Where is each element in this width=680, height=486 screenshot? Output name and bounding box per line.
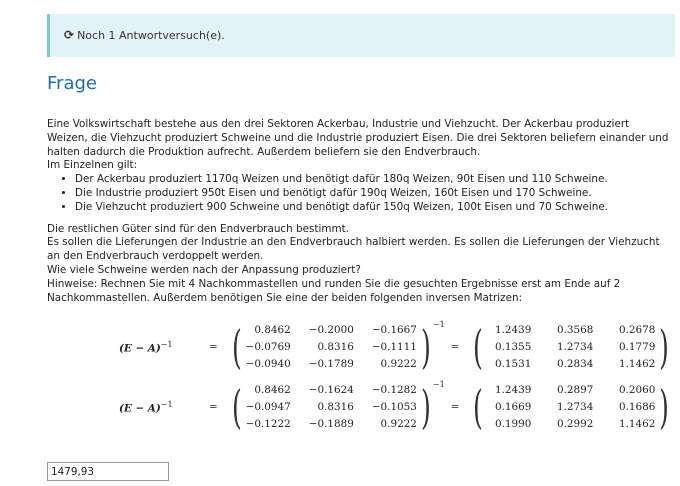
list-item: • Die Industrie produziert 950t Eisen und benötigt dafür 190q Weizen, 160t Eisen und 170 Schweine. bbox=[75, 187, 672, 201]
equation-lhs: $(E - A)^{-1}$ bbox=[119, 399, 173, 415]
matrix-left: 0.8462 −0.2000 −0.1667 −0.0769 0.8316 −0.1111 −0.0940 −0.1789 0.9222 bbox=[245, 324, 417, 370]
attempts-text: Noch 1 Antwortversuch(e). bbox=[77, 29, 225, 42]
question-line: Wie viele Schweine werden nach der Anpassung produziert? bbox=[47, 263, 361, 276]
answer-input[interactable] bbox=[47, 462, 169, 481]
matrix-equation-2: $(E - A)^{-1}$ = ( 0.8462 −0.1624 −0.1282 −0.0947 0.8316 −0.1053 −0.1222 −0.1889 0.9222 ) −1 = ( 1.2439 0.2897 0.2060 0.1669 1.2734 0.1686 0.1990 0.2992 1.1462 ) bbox=[119, 380, 670, 434]
equation-lhs: $(E - A)^{-1}$ bbox=[119, 339, 173, 355]
attempts-alert bbox=[47, 14, 675, 57]
equals-sign: = bbox=[450, 401, 460, 413]
refresh-icon: ⟳ bbox=[64, 28, 75, 42]
intro-lead: Im Einzelnen gilt: bbox=[47, 159, 138, 172]
list-item: • Die Viehzucht produziert 900 Schweine und benötigt dafür 150q Weizen, 100t Eisen und 70 Schweine. bbox=[75, 201, 672, 215]
question-text bbox=[47, 118, 672, 305]
intro-paragraph: Eine Volkswirtschaft bestehe aus den drei Sektoren Ackerbau, Industrie und Viehzucht. Der Ackerbau produziert Weizen, die Viehzucht produziert Schweine und die Industrie produziert Eisen. Die drei Sektoren beliefern einander und halten dadurch die Produktion aufrecht. Außerdem beliefern sie den Endverbrauch. bbox=[47, 118, 669, 158]
hint-line: Hinweise: Rechnen Sie mit 4 Nachkommastellen und runden Sie die gesuchten Ergebnisse erst am Ende auf 2 Nachkommastellen. Außerdem benötigen Sie eine der beiden folgenden inversen Matrizen: bbox=[47, 277, 621, 304]
list-item: • Der Ackerbau produziert 1170q Weizen und benötigt dafür 180q Weizen, 90t Eisen und 110 Schweine. bbox=[75, 173, 672, 187]
matrix-right: 1.2439 0.3568 0.2678 0.1355 1.2734 0.1779 0.1531 0.2834 1.1462 bbox=[494, 324, 656, 370]
matrix-right: 1.2439 0.2897 0.2060 0.1669 1.2734 0.1686 0.1990 0.2992 1.1462 bbox=[494, 384, 656, 430]
equals-sign: = bbox=[209, 401, 218, 413]
inverse-exponent: −1 bbox=[432, 380, 445, 389]
body-line: Es sollen die Lieferungen der Industrie an den Endverbrauch halbiert werden. Es sollen die Lieferungen der Viehzucht an den Endverbrauch verdoppelt werden. bbox=[47, 236, 660, 263]
body-line: Die restlichen Güter sind für den Endverbrauch bestimmt. bbox=[47, 222, 349, 235]
equals-sign: = bbox=[450, 341, 460, 353]
inverse-exponent: −1 bbox=[432, 320, 445, 329]
sector-list bbox=[47, 173, 672, 214]
equals-sign: = bbox=[209, 341, 218, 353]
matrix-equation-1: $(E - A)^{-1}$ = ( 0.8462 −0.2000 −0.1667 −0.0769 0.8316 −0.1111 −0.0940 −0.1789 0.9222 ) −1 = ( 1.2439 0.3568 0.2678 0.1355 1.2734 0.1779 0.1531 0.2834 1.1462 ) bbox=[119, 320, 670, 374]
question-heading: Frage bbox=[47, 73, 97, 94]
matrix-left: 0.8462 −0.1624 −0.1282 −0.0947 0.8316 −0.1053 −0.1222 −0.1889 0.9222 bbox=[245, 384, 417, 430]
